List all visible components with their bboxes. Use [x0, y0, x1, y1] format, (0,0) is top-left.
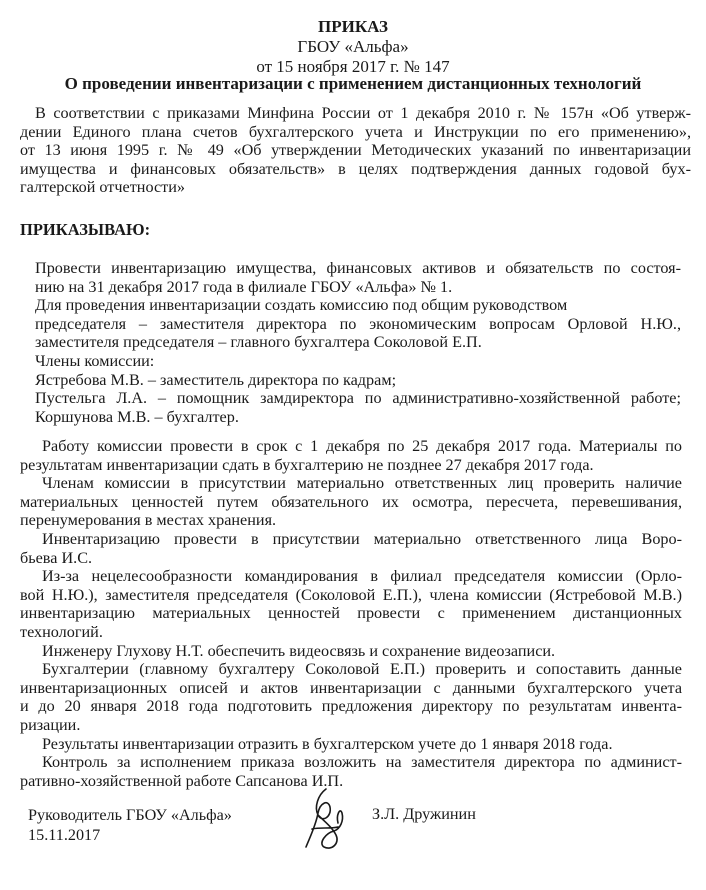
block2-line: Контроль за исполнением приказа возложить на заместителя директора по админист-: [42, 753, 682, 772]
block1-line: заместителя председателя – главного бухгалтера Соколовой Е.П.: [35, 333, 482, 352]
preamble-paragraph: [15, 104, 691, 197]
block2-line: материальных ценностей путем обязательного их осмотра, пересчета, перевешивания,: [20, 492, 682, 511]
preamble-line: имущества и финансовых обязательств» в целях подтверждения данных годовой бух-: [20, 159, 691, 178]
preamble-line: галтерской отчетности»: [20, 178, 185, 197]
order-date-number: от 15 ноября 2017 г. № 147: [256, 57, 450, 76]
block2-line: результатам инвентаризации сдать в бухгалтерию не позднее 27 декабря 2017 года.: [20, 455, 594, 474]
signer-name: З.Л. Дружинин: [372, 805, 476, 823]
block1-line: Ястребова М.В. – заместитель директора по кадрам;: [35, 370, 397, 389]
block2-line: ризации.: [20, 715, 81, 734]
block2-line: ративно-хозяйственной работе Сапсанова И.П.: [20, 771, 344, 790]
block2-line: технологий.: [20, 622, 103, 641]
block2-line: инвентаризацию материальных ценностей провести с применением дистанционных: [20, 604, 682, 623]
block2-line: Результаты инвентаризации отразить в бухгалтерском учете до 1 января 2018 года.: [42, 734, 613, 753]
signer-block: [28, 805, 232, 845]
block2-line: инвентаризационных описей и актов инвентаризации с данными бухгалтерского учета: [20, 678, 682, 697]
preamble-line: дении Единого плана счетов бухгалтерского учета и Инструкции по его применению»,: [20, 122, 691, 141]
preamble-line: В соответствии с приказами Минфина России от 1 декабря 2010 г. № 157н «Об утверж-: [35, 104, 691, 122]
block1-line: Для проведения инвентаризации создать комиссию под общим руководством: [35, 296, 568, 315]
order-block-2: [20, 437, 682, 790]
block2-line: Инженеру Глухову Н.Т. обеспечить видеосвязь и сохранение видеозаписи.: [42, 641, 556, 660]
block1-line: Члены комиссии:: [35, 351, 155, 370]
order-subject: О проведении инвентаризации с применением дистанционных технологий: [64, 74, 642, 93]
block2-line: Работу комиссии провести в срок с 1 декабря по 25 декабря 2017 года. Материалы по: [42, 437, 682, 455]
block2-line: Бухгалтерии (главному бухгалтеру Соколовой Е.П.) проверить и сопоставить данные: [42, 660, 682, 679]
block1-line: Провести инвентаризацию имущества, финансовых активов и обязательств по состоя-: [35, 259, 681, 277]
signer-position: Руководитель ГБОУ «Альфа»: [28, 806, 232, 824]
organization-name: ГБОУ «Альфа»: [297, 37, 409, 56]
block1-line: председателя – заместителя директора по экономическим вопросам Орловой Н.Ю.,: [35, 314, 681, 333]
doc-type-title: ПРИКАЗ: [318, 17, 388, 36]
block1-line: Коршунова М.В. – бухгалтер.: [35, 407, 239, 426]
block1-line: Пустельга Л.А. – помощник замдиректора по административно-хозяйственной работе;: [35, 389, 681, 408]
block2-line: бьева И.С.: [20, 548, 93, 567]
block2-line: Инвентаризацию провести в присутствии материально ответственного лица Воро-: [42, 529, 682, 548]
block1-line: нию на 31 декабря 2017 года в филиале ГБОУ «Альфа» № 1.: [35, 277, 453, 296]
order-heading: ПРИКАЗЫВАЮ:: [20, 220, 151, 239]
block2-line: вой Н.Ю.), заместителя председателя (Соколовой Е.П.), члена комиссии (Ястребовой М.В.): [20, 585, 682, 604]
block2-line: Из-за нецелесообразности командирования в филиал председателя комиссии (Орло-: [42, 567, 682, 586]
preamble-line: от 13 июня 1995 г. № 49 «Об утверждении Методических указаний по инвентаризации: [20, 141, 691, 160]
block2-line: Членам комиссии в присутствии материально ответственных лиц проверить наличие: [42, 474, 682, 493]
sign-date: 15.11.2017: [28, 826, 101, 844]
block2-line: и до 20 января 2018 года подготовить предложения директору по результатам инвента-: [20, 697, 682, 716]
block2-line: перенумерования в местах хранения.: [20, 511, 277, 530]
handwritten-signature: [296, 785, 356, 857]
order-block-1: [35, 259, 681, 426]
